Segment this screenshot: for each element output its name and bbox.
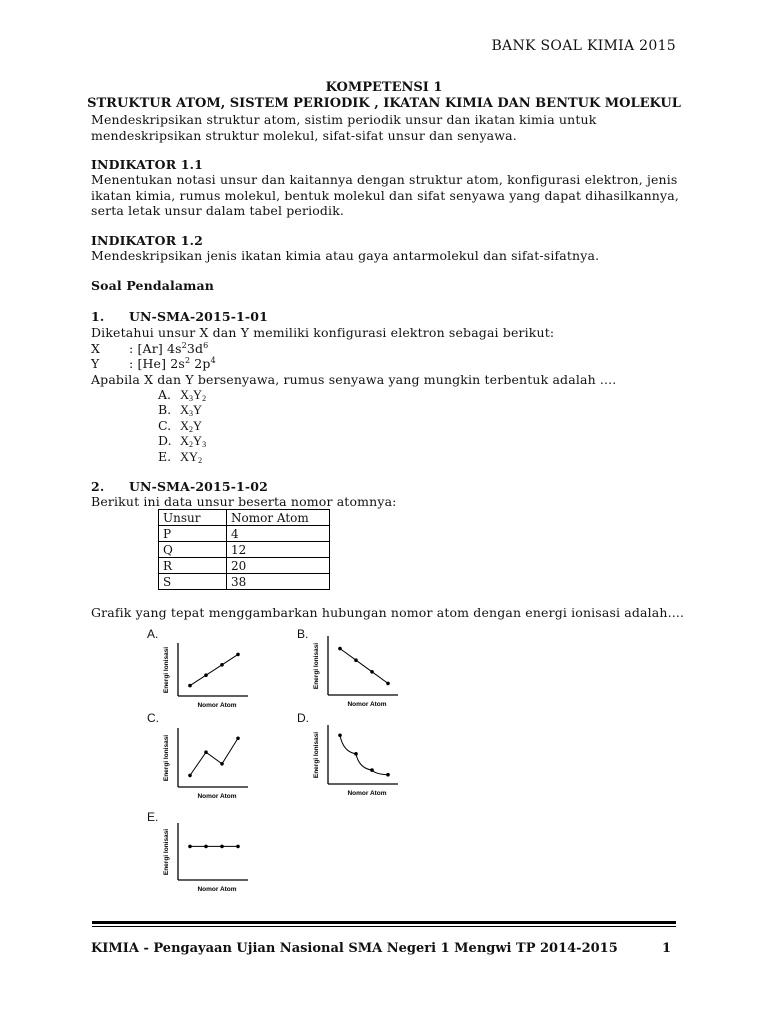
x-axis-label: Nomor Atom (197, 793, 237, 800)
q2-question: Grafik yang tepat menggambarkan hubungan nomor atom dengan energi ionisasi adalah.... (91, 605, 685, 620)
data-point (204, 673, 208, 677)
graph-label-b: B. (297, 627, 309, 641)
y-axis-label: Energi Ionisasi (313, 731, 320, 779)
option-part: X (180, 419, 190, 433)
data-point (338, 733, 342, 737)
data-point (386, 773, 390, 777)
indicator-1-line-2: ikatan kimia, rumus molekul, bentuk molekul dan sifat senyawa yang dapat dihasilkannya, (91, 188, 679, 203)
competency-desc-2: mendeskripsikan struktur molekul, sifat-sifat unsur dan senyawa. (91, 128, 517, 143)
page-number: 1 (661, 941, 671, 956)
q1-x-mid: 3d (186, 341, 204, 356)
footer (91, 941, 671, 956)
q1-x-exp2: 6 (203, 341, 209, 350)
x-axis-label: Nomor Atom (197, 702, 237, 709)
section-title: Soal Pendalaman (91, 278, 215, 293)
option-sub: 3 (189, 409, 194, 418)
q1-stem: Diketahui unsur X dan Y memiliki konfigurasi elektron sebagai berikut: (91, 325, 555, 340)
table-row (159, 526, 330, 542)
option-part: X (180, 388, 190, 402)
option-key: A. (158, 387, 172, 402)
element-table (158, 509, 330, 590)
q1-y-mid: 2p (190, 356, 211, 371)
option-part: Y (193, 419, 203, 433)
data-point (220, 845, 224, 849)
option-key: D. (158, 433, 172, 448)
table-row (159, 574, 330, 590)
option-part: X (180, 434, 190, 448)
option-key: E. (158, 449, 172, 464)
competency-title: KOMPETENSI 1 (325, 80, 443, 95)
graph-e (150, 820, 260, 894)
q1-option-a (158, 387, 206, 403)
data-point (370, 768, 374, 772)
y-axis-label: Energi Ionisasi (313, 642, 320, 690)
series-line (340, 649, 388, 684)
graph-label-a: A. (147, 627, 159, 641)
graph-label-d: D. (297, 711, 309, 725)
q2-number: 2. (91, 479, 105, 494)
data-point (338, 647, 342, 651)
data-point (354, 658, 358, 662)
q1-config-x (91, 341, 208, 356)
competency-desc-1: Mendeskripsikan struktur atom, sistim periodik unsur dan ikatan kimia untuk (91, 112, 597, 127)
table-cell: S (159, 574, 227, 590)
data-point (354, 752, 358, 756)
x-axis-label: Nomor Atom (347, 790, 387, 797)
option-sub: 2 (189, 440, 194, 449)
q1-option-c (158, 418, 202, 434)
q1-code: UN-SMA-2015-1-01 (129, 309, 268, 324)
y-axis-label: Energi Ionisasi (163, 734, 170, 782)
graph-b (300, 633, 410, 709)
data-point (188, 684, 192, 688)
data-point (188, 845, 192, 849)
table-row (159, 558, 330, 574)
table-header: Nomor Atom (227, 510, 330, 526)
data-point (236, 653, 240, 657)
competency-subtitle: STRUKTUR ATOM, SISTEM PERIODIK , IKATAN KIMIA DAN BENTUK MOLEKUL (87, 96, 681, 111)
data-point (188, 774, 192, 778)
option-sub: 2 (202, 394, 207, 403)
y-axis-label: Energi Ionisasi (163, 646, 170, 694)
option-part: X (180, 403, 190, 417)
indicator-1-title: INDIKATOR 1.1 (91, 157, 203, 172)
table-cell: R (159, 558, 227, 574)
table-cell: P (159, 526, 227, 542)
q1-x-prefix: : [Ar] 4s (129, 341, 182, 356)
option-sub: 3 (189, 394, 194, 403)
q1-number: 1. (91, 309, 105, 324)
series-line (340, 735, 388, 774)
option-key: C. (158, 418, 172, 433)
q1-y-label: Y (91, 356, 100, 371)
series-line (190, 654, 238, 685)
q1-x-label: X (91, 341, 101, 356)
q1-x-exp1: 2 (181, 341, 187, 350)
y-axis-label: Energi Ionisasi (163, 828, 170, 876)
option-part: Y (193, 403, 203, 417)
indicator-1-line-3: serta letak unsur dalam tabel periodik. (91, 203, 345, 218)
footer-rule-thick (92, 921, 676, 924)
data-point (220, 663, 224, 667)
q2-heading (91, 479, 268, 494)
indicator-2-title: INDIKATOR 1.2 (91, 233, 203, 248)
table-header-row (159, 510, 330, 526)
option-part: XY (180, 450, 199, 464)
series-line (190, 738, 238, 775)
q1-y-exp2: 4 (210, 356, 216, 365)
table-cell: 12 (227, 542, 330, 558)
q1-y-exp1: 2 (184, 356, 191, 365)
table-row (159, 542, 330, 558)
indicator-2-line-1: Mendeskripsikan jenis ikatan kimia atau gaya antarmolekul dan sifat-sifatnya. (91, 248, 600, 263)
table-header: Unsur (159, 510, 227, 526)
graph-label-e: E. (147, 810, 159, 824)
data-point (236, 736, 240, 740)
q1-option-e (158, 449, 202, 465)
table-cell: 38 (227, 574, 330, 590)
q2-stem: Berikut ini data unsur beserta nomor atomnya: (91, 494, 397, 509)
option-sub: 2 (198, 456, 203, 465)
option-sub: 2 (189, 425, 194, 434)
data-point (236, 845, 240, 849)
option-part: Y (193, 388, 203, 402)
option-key: B. (158, 402, 172, 417)
q2-code: UN-SMA-2015-1-02 (129, 479, 268, 494)
data-point (204, 750, 208, 754)
option-sub: 3 (202, 440, 207, 449)
q1-question: Apabila X dan Y bersenyawa, rumus senyawa yang mungkin terbentuk adalah .... (91, 372, 617, 387)
data-point (386, 682, 390, 686)
graph-label-c: C. (147, 711, 159, 725)
table-cell: Q (159, 542, 227, 558)
data-point (220, 762, 224, 766)
graph-c (150, 725, 260, 801)
x-axis-label: Nomor Atom (197, 886, 237, 893)
q1-y-prefix: : [He] 2s (129, 356, 185, 371)
footer-text: KIMIA - Pengayaan Ujian Nasional SMA Negeri 1 Mengwi TP 2014-2015 (91, 941, 618, 956)
data-point (370, 670, 374, 674)
table-cell: 20 (227, 558, 330, 574)
x-axis-label: Nomor Atom (347, 701, 387, 708)
table-cell: 4 (227, 526, 330, 542)
graph-d (300, 722, 410, 798)
footer-rule-thin (92, 926, 676, 927)
indicator-1-line-1: Menentukan notasi unsur dan kaitannya dengan struktur atom, konfigurasi elektron, jenis (91, 172, 678, 187)
q1-option-b (158, 402, 202, 418)
q1-heading (91, 309, 268, 324)
q1-option-d (158, 433, 206, 449)
bank-title: BANK SOAL KIMIA 2015 (491, 38, 676, 54)
q1-config-y (91, 356, 216, 371)
option-part: Y (193, 434, 203, 448)
data-point (204, 845, 208, 849)
graph-a (150, 640, 260, 710)
